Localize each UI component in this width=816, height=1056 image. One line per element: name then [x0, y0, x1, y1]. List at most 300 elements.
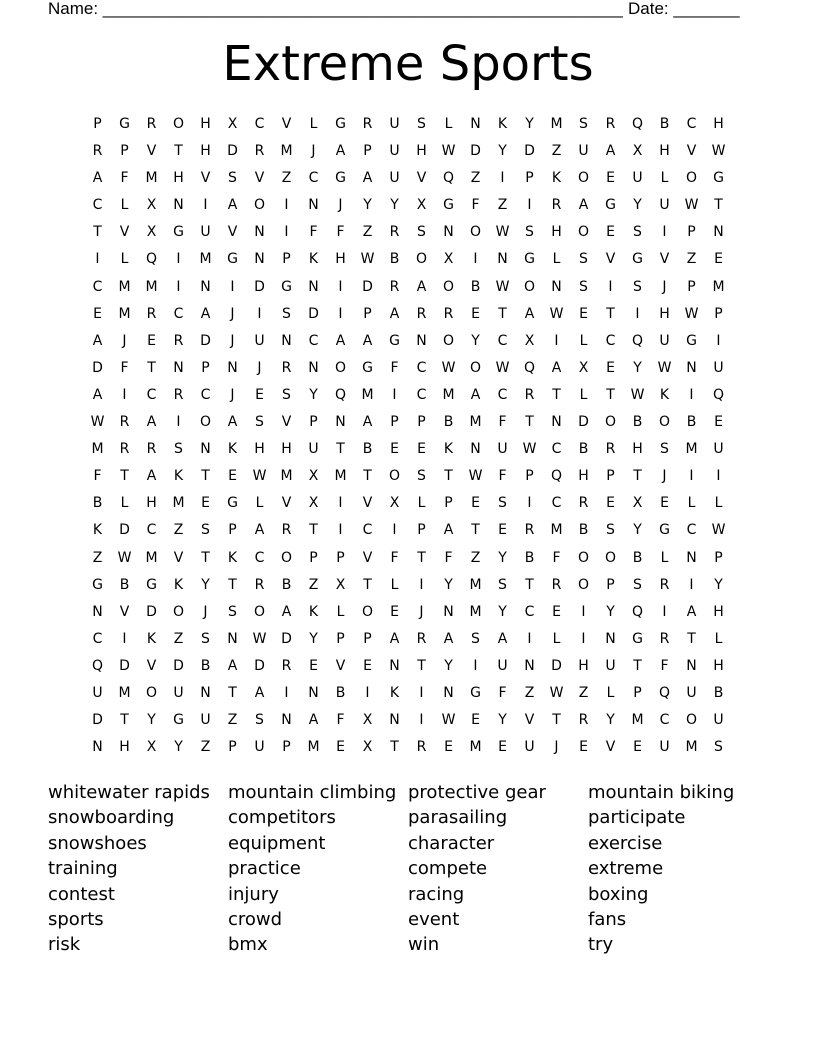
grid-letter: F [498, 414, 507, 431]
grid-letter: A [416, 278, 427, 295]
grid-letter: C [362, 522, 373, 539]
grid-letter: E [255, 386, 264, 403]
grid-letter: N [686, 359, 697, 376]
grid-letter: K [146, 630, 157, 647]
grid-letter: N [524, 657, 535, 674]
grid-letter: D [119, 657, 130, 674]
grid-letter: H [578, 468, 589, 485]
grid-letter: C [254, 116, 265, 132]
grid-letter: S [579, 116, 588, 132]
grid-letter: R [119, 414, 130, 431]
grid-letter: N [686, 657, 697, 674]
grid-letter: Q [631, 332, 644, 349]
grid-letter: K [389, 684, 400, 701]
grid-letter: X [416, 197, 427, 214]
grid-letter: Y [633, 197, 642, 214]
word-list-item: mountain climbing [228, 782, 397, 803]
grid-letter: P [228, 522, 237, 539]
grid-letter: R [605, 116, 616, 132]
grid-letter: I [203, 197, 208, 214]
grid-letter: C [146, 386, 157, 403]
grid-letter: Z [227, 712, 238, 729]
word-list-item: win [408, 934, 440, 956]
grid-letter: E [498, 522, 507, 539]
grid-letter: O [415, 251, 428, 268]
grid-letter: I [527, 630, 532, 647]
grid-letter: E [201, 495, 210, 512]
grid-letter: L [579, 332, 588, 349]
grid-letter: K [308, 603, 319, 620]
grid-letter: J [311, 143, 316, 160]
grid-letter: F [120, 170, 129, 187]
grid-letter: Y [633, 522, 642, 539]
grid-letter: H [254, 441, 265, 458]
grid-letter: C [524, 603, 535, 620]
grid-letter: H [200, 116, 211, 132]
grid-letter: T [174, 143, 183, 160]
grid-letter: I [230, 278, 235, 295]
grid-letter: Y [633, 359, 642, 376]
grid-letter: F [336, 712, 345, 729]
grid-letter: L [444, 116, 453, 132]
grid-letter: E [390, 441, 399, 458]
grid-letter: D [92, 359, 103, 376]
grid-letter: L [120, 495, 129, 512]
grid-letter: U [578, 143, 589, 160]
grid-letter: H [578, 657, 589, 674]
grid-letter: G [92, 576, 103, 593]
grid-letter: U [389, 116, 400, 132]
word-list-item: fans [588, 909, 627, 931]
grid-letter: F [660, 657, 669, 674]
grid-letter: M [91, 441, 104, 458]
grid-letter: S [201, 522, 210, 539]
grid-letter: F [93, 468, 102, 485]
grid-letter: N [308, 197, 319, 214]
grid-letter: P [444, 495, 453, 512]
grid-letter: T [552, 712, 561, 729]
grid-letter: C [416, 359, 427, 376]
grid-letter: G [686, 332, 697, 349]
word-bank [48, 780, 768, 958]
grid-letter: Y [309, 630, 318, 647]
grid-letter: Q [442, 170, 455, 187]
grid-letter: L [336, 603, 345, 620]
grid-letter: E [579, 739, 588, 756]
grid-letter: Z [524, 684, 535, 701]
grid-letter: I [716, 332, 721, 349]
grid-letter: V [119, 224, 130, 241]
grid-letter: W [522, 441, 537, 458]
grid-letter: R [659, 630, 670, 647]
grid-letter: A [578, 197, 589, 214]
grid-letter: R [173, 332, 184, 349]
grid-letter: S [633, 224, 642, 241]
grid-letter: Y [471, 332, 480, 349]
grid-letter: C [497, 386, 508, 403]
word-list-item: compete [408, 858, 488, 880]
grid-letter: S [471, 630, 480, 647]
grid-letter: V [335, 657, 346, 674]
grid-letter: M [280, 143, 293, 160]
grid-letter: N [200, 441, 211, 458]
grid-letter: Z [200, 739, 211, 756]
grid-letter: E [417, 441, 426, 458]
grid-letter: T [525, 576, 534, 593]
word-list-item: snowboarding [48, 807, 175, 829]
grid-letter: Y [390, 197, 399, 214]
grid-letter: O [361, 603, 374, 620]
grid-letter: C [92, 278, 103, 295]
grid-letter: E [579, 305, 588, 322]
grid-letter: D [362, 278, 373, 295]
grid-letter: P [282, 739, 291, 756]
grid-letter: B [389, 251, 400, 268]
grid-letter: R [443, 305, 454, 322]
grid-letter: X [308, 468, 319, 485]
grid-letter: W [252, 468, 267, 485]
grid-letter: Y [174, 739, 183, 756]
grid-letter: U [497, 657, 508, 674]
grid-letter: P [417, 522, 426, 539]
grid-letter: R [362, 116, 373, 132]
grid-letter: Q [631, 116, 644, 132]
grid-letter: C [308, 170, 319, 187]
grid-letter: U [200, 224, 211, 241]
grid-letter: X [335, 576, 346, 593]
grid-letter: V [146, 657, 157, 674]
grid-letter: Y [309, 386, 318, 403]
grid-letter: I [338, 495, 343, 512]
grid-letter: X [362, 739, 373, 756]
grid-letter: X [389, 495, 400, 512]
grid-letter: Q [712, 386, 725, 403]
grid-letter: W [495, 224, 510, 241]
grid-letter: M [469, 603, 482, 620]
grid-letter: R [281, 657, 292, 674]
grid-letter: D [92, 712, 103, 729]
grid-letter: W [90, 414, 105, 431]
grid-letter: T [498, 305, 507, 322]
grid-letter: T [363, 576, 372, 593]
grid-letter: W [441, 143, 456, 160]
grid-letter: I [554, 332, 559, 349]
grid-letter: N [227, 630, 238, 647]
grid-letter: S [633, 278, 642, 295]
grid-letter: A [92, 170, 103, 187]
grid-letter: G [227, 495, 238, 512]
grid-letter: I [608, 278, 613, 295]
grid-letter: W [684, 305, 699, 322]
grid-letter: H [659, 305, 670, 322]
word-list-item: injury [228, 883, 279, 905]
grid-letter: S [255, 414, 264, 431]
grid-letter: I [284, 224, 289, 241]
word-list-item: mountain biking [588, 782, 735, 803]
grid-letter: B [443, 414, 454, 431]
grid-letter: A [497, 630, 508, 647]
grid-letter: V [227, 224, 238, 241]
grid-letter: I [122, 630, 127, 647]
grid-letter: N [497, 251, 508, 268]
grid-letter: J [338, 197, 343, 214]
grid-letter: B [470, 278, 481, 295]
grid-letter: T [606, 305, 615, 322]
grid-letter: M [469, 739, 482, 756]
grid-letter: N [443, 603, 454, 620]
grid-letter: O [469, 224, 482, 241]
grid-letter: A [389, 305, 400, 322]
grid-letter: O [280, 549, 293, 566]
grid-letter: M [118, 278, 131, 295]
grid-letter: W [549, 684, 564, 701]
grid-letter: D [254, 657, 265, 674]
grid-letter: U [659, 197, 670, 214]
grid-letter: N [308, 278, 319, 295]
grid-letter: N [335, 414, 346, 431]
grid-letter: B [713, 684, 724, 701]
grid-letter: N [605, 630, 616, 647]
word-column [228, 780, 408, 958]
grid-letter: R [146, 441, 157, 458]
grid-letter: A [227, 657, 238, 674]
grid-letter: N [200, 278, 211, 295]
grid-letter: N [443, 224, 454, 241]
grid-letter: Y [606, 603, 615, 620]
grid-letter: A [605, 143, 616, 160]
grid-letter: A [362, 332, 373, 349]
grid-letter: G [335, 116, 346, 132]
grid-letter: E [390, 603, 399, 620]
grid-letter: P [363, 143, 372, 160]
grid-letter: K [173, 576, 184, 593]
grid-letter: S [228, 603, 237, 620]
grid-letter: D [524, 143, 535, 160]
grid-letter: E [444, 739, 453, 756]
grid-letter: P [687, 224, 696, 241]
grid-letter: L [552, 630, 561, 647]
grid-letter: A [146, 468, 157, 485]
grid-letter: M [280, 468, 293, 485]
grid-letter: J [122, 332, 127, 349]
grid-letter: G [362, 359, 373, 376]
grid-letter: A [443, 522, 454, 539]
grid-letter: E [606, 170, 615, 187]
grid-letter: G [524, 251, 535, 268]
grid-letter: A [524, 305, 535, 322]
grid-letter: O [334, 359, 347, 376]
grid-letter: U [686, 684, 697, 701]
grid-letter: T [633, 657, 642, 674]
grid-letter: L [687, 495, 696, 512]
grid-letter: W [117, 549, 132, 566]
grid-letter: T [120, 468, 129, 485]
grid-letter: I [419, 712, 424, 729]
grid-letter: E [471, 495, 480, 512]
grid-letter: A [443, 630, 454, 647]
grid-letter: A [227, 414, 238, 431]
grid-letter: N [470, 116, 481, 132]
grid-letter: P [120, 143, 129, 160]
grid-letter: P [363, 630, 372, 647]
grid-letter: I [338, 278, 343, 295]
grid-letter: N [389, 657, 400, 674]
grid-letter: Q [91, 657, 104, 674]
grid-letter: W [441, 712, 456, 729]
grid-letter: X [146, 739, 157, 756]
grid-letter: D [173, 657, 184, 674]
grid-letter: I [689, 468, 694, 485]
grid-letter: B [632, 549, 643, 566]
grid-letter: D [254, 278, 265, 295]
grid-letter: A [308, 712, 319, 729]
grid-letter: Y [525, 116, 534, 132]
grid-letter: P [363, 305, 372, 322]
grid-letter: T [201, 549, 210, 566]
grid-letter: R [281, 522, 292, 539]
grid-letter: Y [498, 549, 507, 566]
grid-letter: P [201, 359, 210, 376]
grid-letter: T [363, 468, 372, 485]
word-list-item: bmx [228, 934, 268, 956]
grid-letter: P [93, 116, 102, 132]
grid-letter: U [605, 657, 616, 674]
grid-letter: E [147, 332, 156, 349]
grid-letter: D [119, 522, 130, 539]
grid-letter: H [659, 143, 670, 160]
grid-letter: R [416, 630, 427, 647]
grid-letter: I [500, 170, 505, 187]
grid-letter: N [308, 684, 319, 701]
grid-letter: E [471, 712, 480, 729]
grid-letter: W [360, 251, 375, 268]
grid-letter: I [716, 468, 721, 485]
grid-letter: P [687, 278, 696, 295]
grid-letter: D [470, 143, 481, 160]
grid-letter: A [200, 305, 211, 322]
grid-letter: M [685, 739, 698, 756]
grid-letter: S [579, 251, 588, 268]
grid-letter: M [307, 739, 320, 756]
grid-letter: C [497, 332, 508, 349]
grid-letter: X [362, 712, 373, 729]
grid-letter: P [525, 170, 534, 187]
grid-letter: Y [147, 712, 156, 729]
grid-letter: X [308, 495, 319, 512]
grid-letter: B [578, 522, 589, 539]
grid-letter: P [606, 576, 615, 593]
grid-letter: D [227, 143, 238, 160]
word-list-item: try [588, 934, 614, 956]
grid-letter: D [146, 603, 157, 620]
grid-letter: N [200, 684, 211, 701]
grid-letter: D [281, 630, 292, 647]
grid-letter: U [524, 739, 535, 756]
grid-letter: B [200, 657, 211, 674]
grid-letter: J [257, 359, 262, 376]
grid-letter: O [577, 576, 590, 593]
grid-letter: W [252, 630, 267, 647]
grid-letter: F [390, 359, 399, 376]
grid-letter: U [389, 143, 400, 160]
grid-letter: V [605, 251, 616, 268]
grid-letter: L [390, 576, 399, 593]
grid-letter: R [254, 576, 265, 593]
grid-letter: U [254, 739, 265, 756]
grid-letter: G [119, 116, 130, 132]
grid-letter: I [338, 522, 343, 539]
grid-letter: C [416, 386, 427, 403]
grid-letter: R [173, 386, 184, 403]
grid-letter: R [389, 224, 400, 241]
grid-letter: T [714, 197, 723, 214]
grid-letter: Y [606, 712, 615, 729]
grid-letter: R [416, 739, 427, 756]
grid-letter: M [172, 495, 185, 512]
word-list-item: contest [48, 883, 115, 905]
word-list-item: sports [48, 909, 104, 931]
grid-letter: A [686, 603, 697, 620]
grid-letter: S [498, 576, 507, 593]
grid-letter: S [201, 630, 210, 647]
grid-letter: W [630, 386, 645, 403]
grid-letter: I [122, 386, 127, 403]
grid-letter: Z [551, 143, 562, 160]
grid-letter: N [389, 712, 400, 729]
grid-letter: S [714, 739, 723, 756]
grid-letter: J [554, 739, 559, 756]
grid-letter: D [551, 657, 562, 674]
grid-letter: R [524, 386, 535, 403]
grid-letter: S [606, 522, 615, 539]
grid-letter: H [146, 495, 157, 512]
grid-letter: S [525, 224, 534, 241]
grid-letter: F [390, 549, 399, 566]
grid-letter: G [389, 332, 400, 349]
grid-letter: H [416, 143, 427, 160]
grid-letter: O [577, 549, 590, 566]
grid-letter: T [444, 468, 453, 485]
grid-letter: O [442, 278, 455, 295]
grid-letter: L [606, 684, 615, 701]
word-list-item: competitors [228, 807, 336, 829]
grid-letter: Y [444, 657, 453, 674]
grid-letter: K [551, 170, 562, 187]
grid-letter: X [146, 224, 157, 241]
grid-letter: R [146, 116, 157, 132]
grid-letter: Z [173, 630, 184, 647]
grid-letter: J [230, 305, 235, 322]
grid-letter: A [389, 630, 400, 647]
grid-letter: G [632, 630, 643, 647]
grid-letter: T [147, 359, 156, 376]
grid-letter: N [308, 359, 319, 376]
grid-letter: N [92, 603, 103, 620]
grid-letter: I [527, 197, 532, 214]
grid-letter: I [662, 603, 667, 620]
grid-letter: K [443, 441, 454, 458]
grid-letter: L [120, 251, 129, 268]
grid-letter: Q [550, 468, 563, 485]
grid-letter: Z [308, 576, 319, 593]
grid-letter: L [309, 116, 318, 132]
grid-letter: N [227, 359, 238, 376]
grid-letter: I [338, 305, 343, 322]
grid-letter: P [282, 251, 291, 268]
word-column [588, 780, 768, 958]
grid-letter: E [498, 739, 507, 756]
grid-letter: V [659, 251, 670, 268]
